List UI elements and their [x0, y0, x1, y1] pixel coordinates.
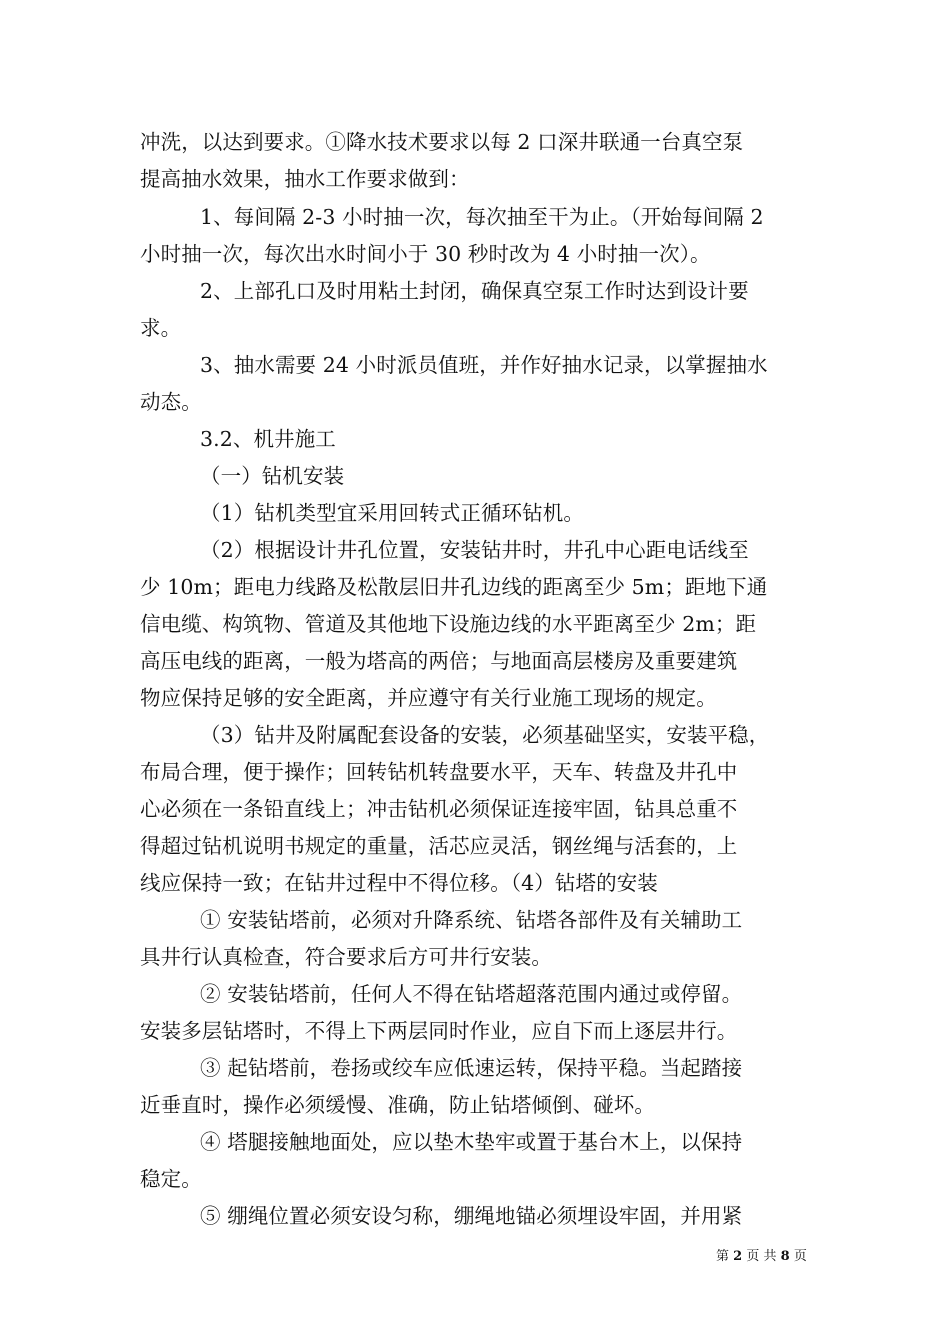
page-number-footer — [716, 1248, 807, 1266]
text-line: ③ 起钻塔前，卷扬或绞车应低速运转，保持平稳。当起踏接 — [200, 1056, 743, 1080]
text-line: ④ 塔腿接触地面处，应以垫木垫牢或置于基台木上，以保持 — [200, 1130, 743, 1154]
text-line: 信电缆、构筑物、管道及其他地下设施边线的水平距离至少 2m；距 — [140, 612, 757, 636]
text-line: 布局合理，便于操作；回转钻机转盘要水平，天车、转盘及井孔中 — [140, 760, 738, 784]
text-line: 冲洗，以达到要求。①降水技术要求以每 2 口深井联通一台真空泵 — [140, 130, 744, 154]
text-line: 1、每间隔 2-3 小时抽一次，每次抽至干为止。（开始每间隔 2 — [200, 205, 764, 229]
text-line: 物应保持足够的安全距离，并应遵守有关行业施工现场的规定。 — [140, 686, 717, 710]
text-line: 得超过钻机说明书规定的重量，活芯应灵活，钢丝绳与活套的，上 — [140, 834, 738, 858]
subsection-heading: （一）钻机安装 — [200, 464, 345, 488]
text-line: 3、抽水需要 24 小时派员值班，并作好抽水记录，以掌握抽水 — [200, 353, 768, 377]
text-line: 安装多层钻塔时，不得上下两层同时作业，应自下而上逐层井行。 — [140, 1019, 738, 1043]
text-line: （3）钻井及附属配套设备的安装，必须基础坚实，安装平稳， — [200, 723, 770, 747]
text-line: （2）根据设计井孔位置，安装钻井时，井孔中心距电话线至 — [200, 538, 749, 562]
text-line: ② 安装钻塔前，任何人不得在钻塔超落范围内通过或停留。 — [200, 982, 743, 1006]
text-line: 近垂直时，操作必须缓慢、准确，防止钻塔倾倒、碰坏。 — [140, 1093, 655, 1117]
text-line: 稳定。 — [140, 1167, 202, 1191]
text-line: 高压电线的距离，一般为塔高的两倍；与地面高层楼房及重要建筑 — [140, 649, 738, 673]
section-heading: 3.2、机井施工 — [200, 427, 336, 451]
current-page-number: 2 — [733, 1249, 743, 1264]
text-line: 具井行认真检查，符合要求后方可井行安装。 — [140, 945, 552, 969]
text-line: ⑤ 绷绳位置必须安设匀称，绷绳地锚必须埋设牢固，并用紧 — [200, 1204, 743, 1228]
footer-suffix: 页 — [793, 1249, 807, 1264]
text-line: （1）钻机类型宜采用回转式正循环钻机。 — [200, 501, 584, 525]
text-line: 心必须在一条铅直线上；冲击钻机必须保证连接牢固，钻具总重不 — [140, 797, 738, 821]
text-line: 线应保持一致；在钻井过程中不得位移。（4）钻塔的安装 — [140, 871, 658, 895]
text-line: 小时抽一次，每次出水时间小于 30 秒时改为 4 小时抽一次）。 — [140, 242, 711, 266]
text-line: 少 10m；距电力线路及松散层旧井孔边线的距离至少 5m；距地下通 — [140, 575, 768, 599]
text-line: 求。 — [140, 316, 182, 340]
text-line: ① 安装钻塔前，必须对升降系统、钻塔各部件及有关辅助工 — [200, 908, 743, 932]
text-line: 提高抽水效果，抽水工作要求做到： — [140, 167, 470, 191]
text-line: 动态。 — [140, 390, 202, 414]
footer-middle: 页 共 — [746, 1249, 777, 1264]
text-line: 2、上部孔口及时用粘土封闭，确保真空泵工作时达到设计要 — [200, 279, 749, 303]
footer-prefix: 第 — [716, 1249, 730, 1264]
total-page-count: 8 — [780, 1249, 790, 1264]
